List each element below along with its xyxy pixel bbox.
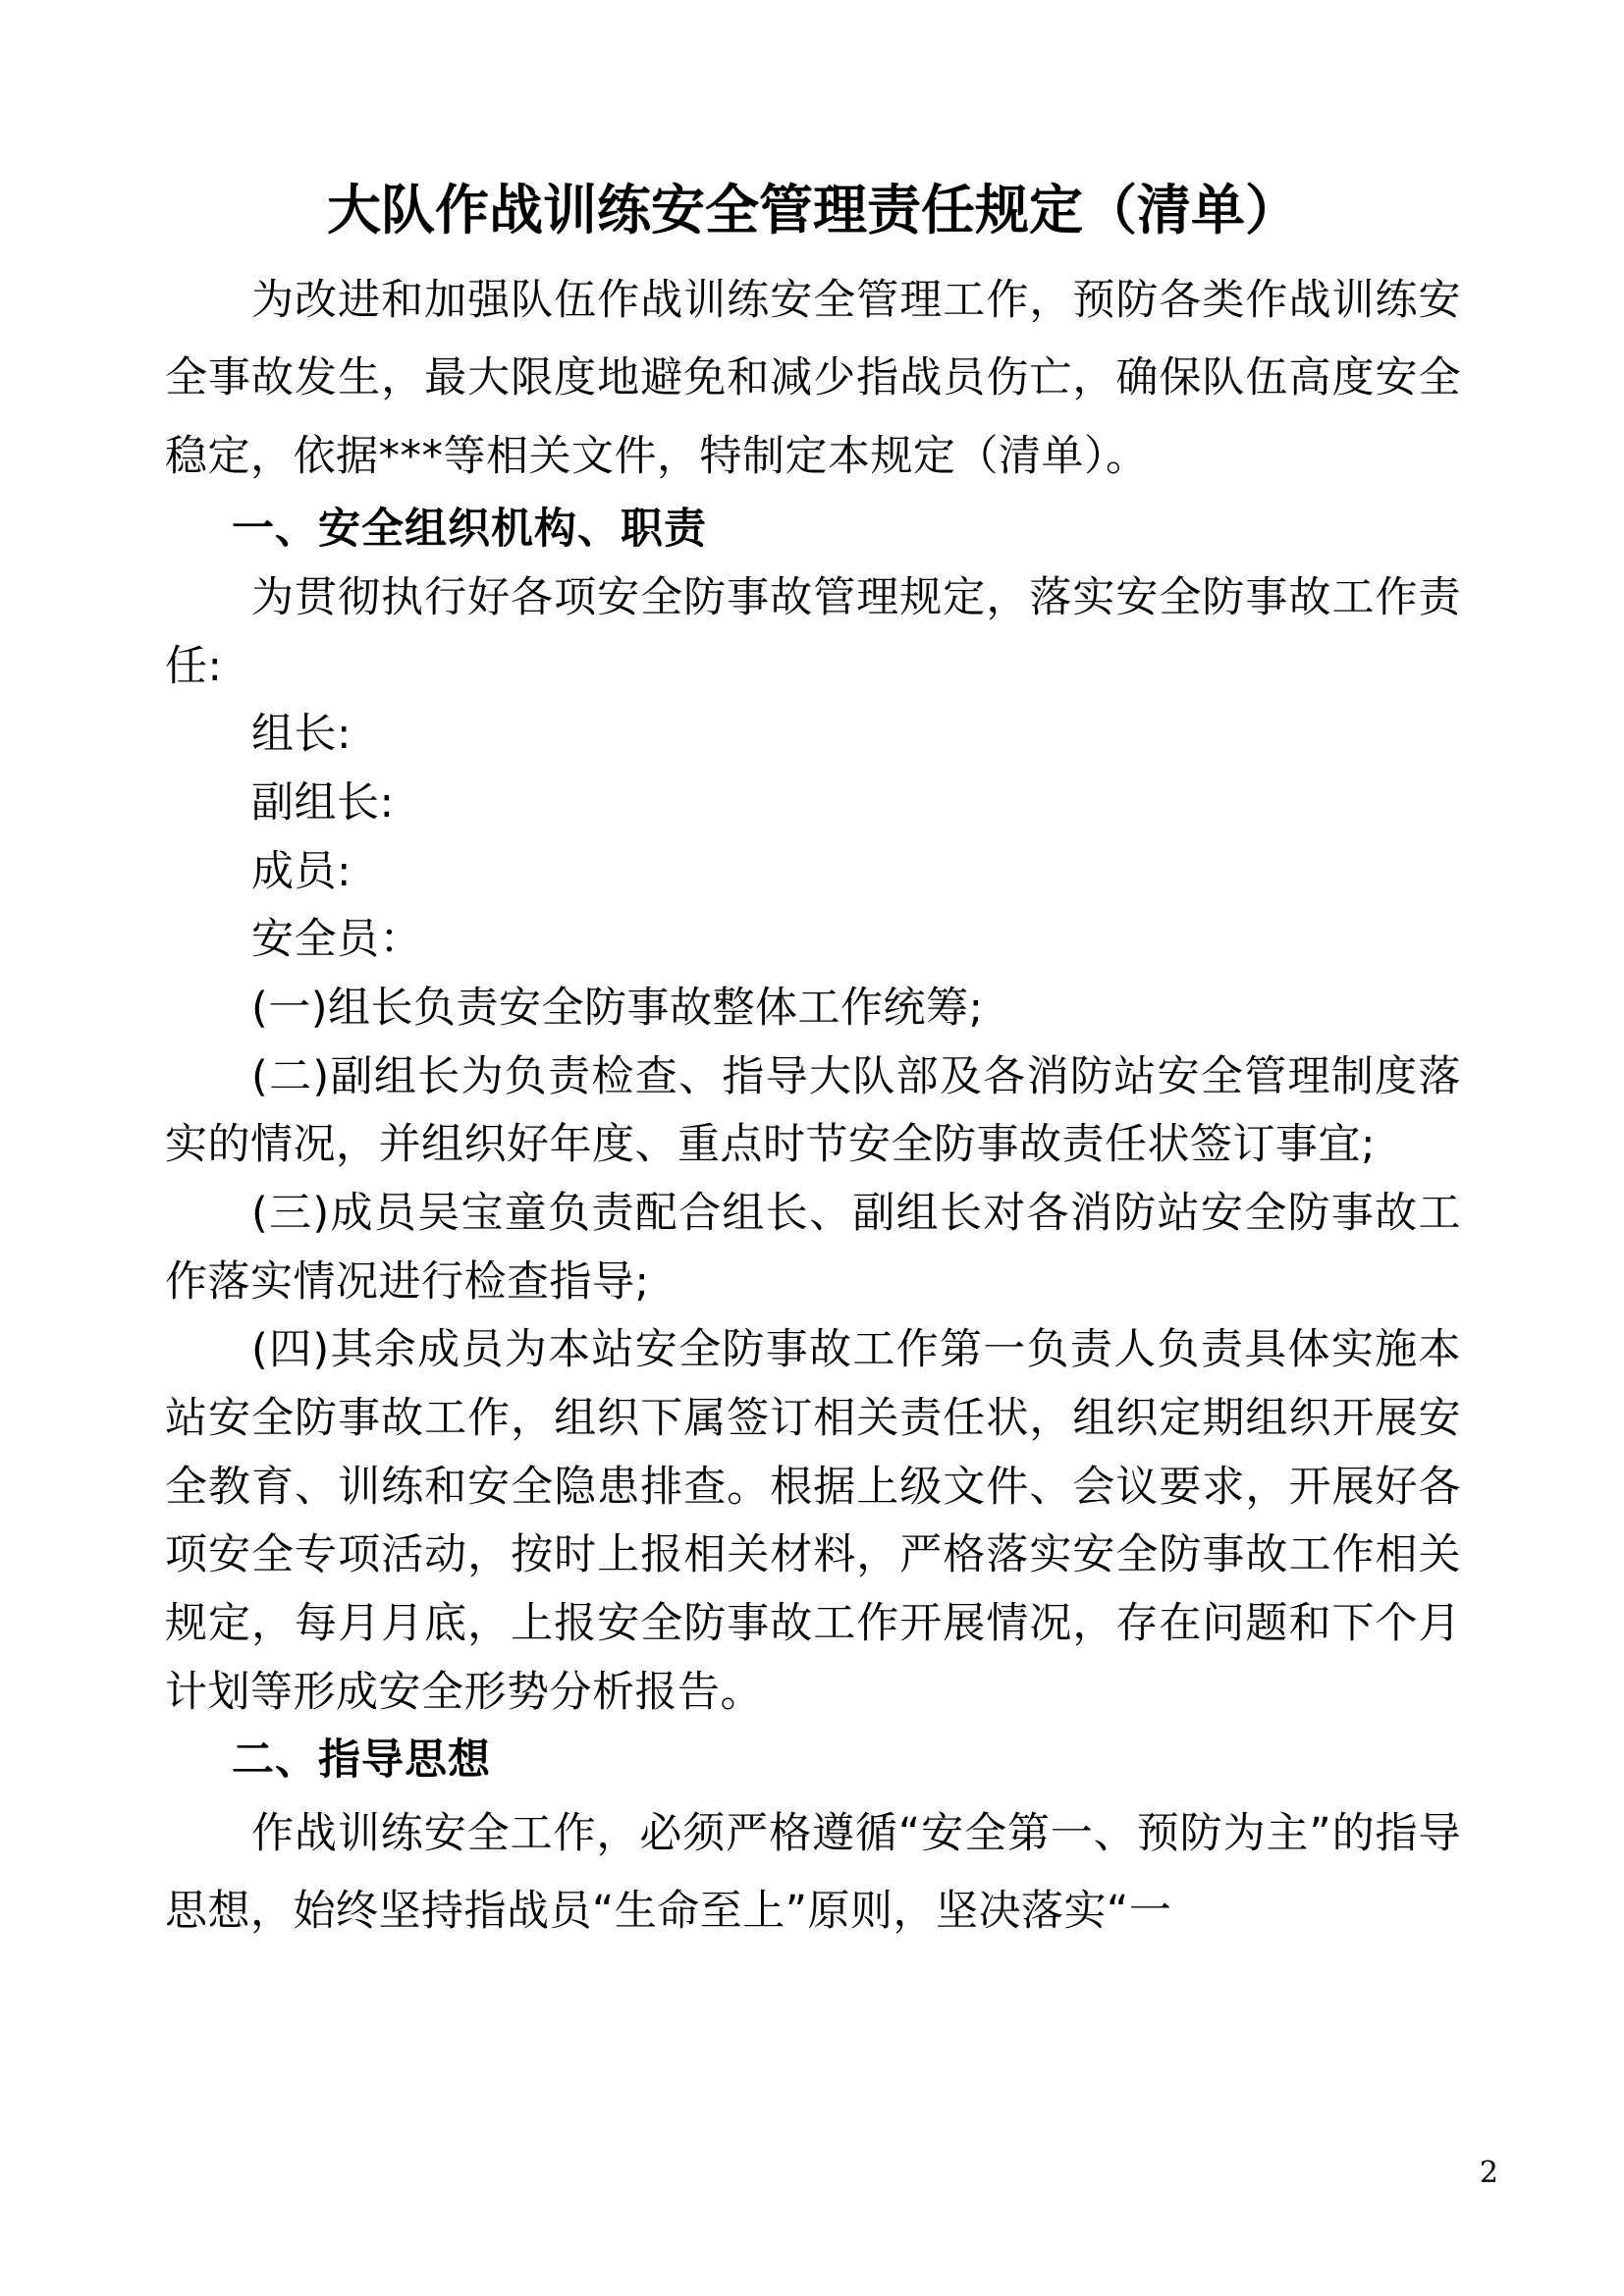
page-title: 大队作战训练安全管理责任规定（清单）	[326, 179, 1299, 241]
page-number: 2	[1479, 2156, 1498, 2190]
section-heading-2: 二、指导思想	[232, 1735, 491, 1786]
section-heading-1: 一、安全组织机构、职责	[232, 505, 707, 555]
roster-item-members: 成员:	[251, 846, 352, 896]
section-1-item-3: (三)成员吴宝童负责配合组长、副组长对各消防站安全防事故工作落实情况进行检查指导;	[165, 1188, 1461, 1307]
roster-item-safety-officer: 安全员：	[251, 915, 422, 965]
intro-paragraph: 为改进和加强队伍作战训练安全管理工作，预防各类作战训练安全事故发生，最大限度地避免和减少指战员伤亡，确保队伍高度安全稳定，依据***等相关文件，特制定本规定（清单）。	[165, 275, 1461, 481]
page-content	[165, 177, 1461, 1951]
section-1-lead-paragraph: 为贯彻执行好各项安全防事故管理规定，落实安全防事故工作责任:	[165, 573, 1461, 691]
section-1-item-4: (四)其余成员为本站安全防事故工作第一负责人负责具体实施本站安全防事故工作，组织下属签订相关责任状，组织定期组织开展安全教育、训练和安全隐患排查。根据上级文件、会议要求，开展好各项安全专项活动，按时上报相关材料，严格落实安全防事故工作相关规定，每月月底，上报安全防事故工作开展情况，存在问题和下个月计划等形成安全形势分析报告。	[165, 1325, 1461, 1717]
section-2-lead-paragraph: 作战训练安全工作，必须严格遵循“安全第一、预防为主”的指导思想，始终坚持指战员“生命至上”原则，坚决落实“一	[165, 1808, 1461, 1937]
section-1-item-2: (二)副组长为负责检查、指导大队部及各消防站安全管理制度落实的情况，并组织好年度、重点时节安全防事故责任状签订事宜;	[165, 1051, 1461, 1170]
section-1-item-1: (一)组长负责安全防事故整体工作统筹;	[251, 983, 984, 1033]
roster-item-deputy-group-leader: 副组长:	[251, 778, 395, 828]
roster-item-group-leader: 组长:	[251, 710, 352, 760]
